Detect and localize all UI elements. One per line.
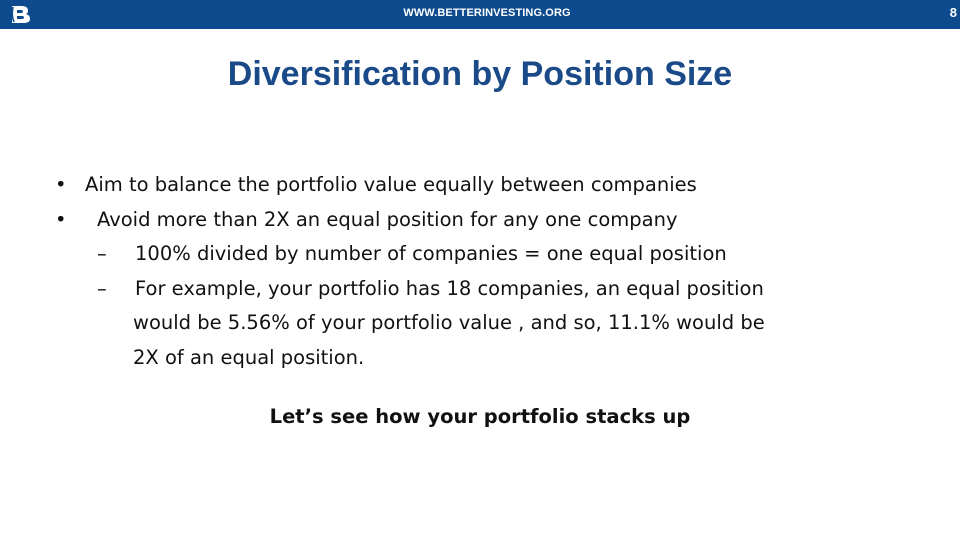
slide-title: Diversification by Position Size: [227, 55, 733, 93]
sub-bullet-marker: –: [97, 276, 107, 300]
call-to-action: Let’s see how your portfolio stacks up: [269, 405, 691, 428]
sub-bullet-marker: –: [97, 242, 107, 265]
sub-bullet-item: [55, 272, 935, 307]
bullet-text: Aim to balance the portfolio value equally between companies: [85, 173, 697, 196]
header-bar: [0, 0, 960, 29]
sub-bullet-continuation: [55, 306, 935, 341]
bullet-marker: •: [55, 207, 67, 231]
bullet-item: [55, 203, 935, 238]
site-url: WWW.BETTERINVESTING.ORG: [403, 7, 571, 19]
sub-bullet-continuation: [55, 341, 935, 376]
page-number: 8: [949, 5, 957, 20]
bullet-marker: •: [55, 173, 67, 196]
bullet-text: Avoid more than 2X an equal position for any one company: [97, 207, 678, 231]
sub-bullet-text-line: 2X of an equal position.: [133, 345, 365, 369]
sub-bullet-text: 100% divided by number of companies = one equal position: [135, 242, 727, 265]
bullet-item: [55, 168, 935, 203]
sub-bullet-item: [55, 237, 935, 272]
bullet-list: [55, 168, 935, 375]
sub-bullet-text-line: For example, your portfolio has 18 companies, an equal position: [135, 276, 764, 300]
sub-bullet-text-line: would be 5.56% of your portfolio value , and so, 11.1% would be: [133, 311, 765, 334]
